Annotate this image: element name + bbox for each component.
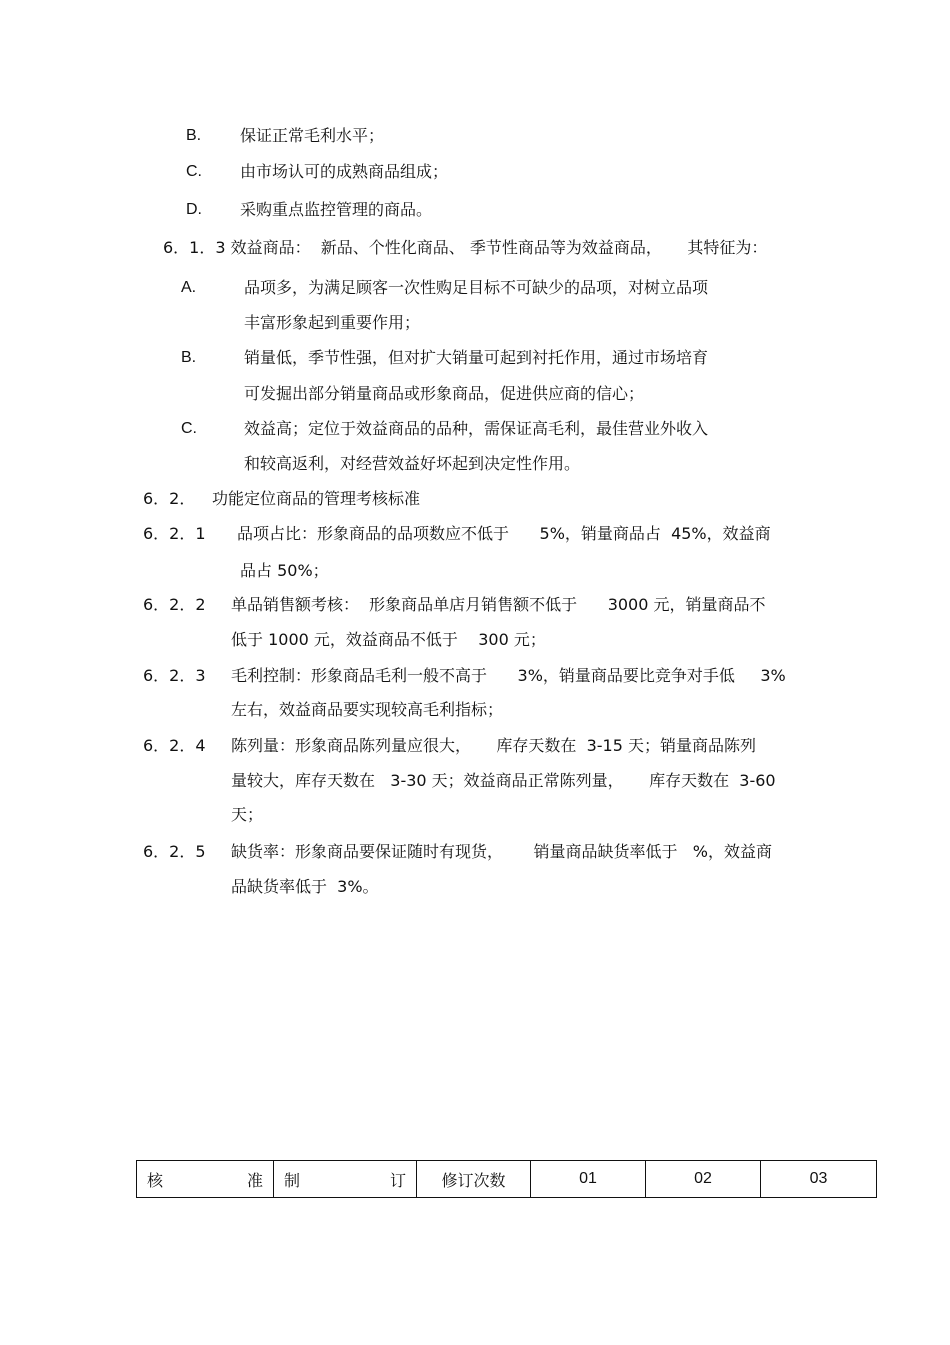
draft-label-2: 订 xyxy=(389,1170,406,1190)
section-number: 6．2． xyxy=(143,489,196,508)
revision-count-label: 修订次数 xyxy=(417,1161,531,1198)
clause-text-continued: 低于 1000 元，效益商品不低于 300 元； xyxy=(231,630,546,649)
revision-table xyxy=(136,1160,877,1198)
revision-02: 02 xyxy=(646,1161,761,1198)
item-marker: D. xyxy=(186,201,202,218)
clause-number: 6．2．3 xyxy=(143,666,206,685)
clause-text-continued: 品缺货率低于 3%。 xyxy=(231,877,379,896)
item-text: 保证正常毛利水平； xyxy=(240,126,385,145)
clause-text: 单品销售额考核： 形象商品单店月销售额不低于 3000 元，销量商品不 xyxy=(231,595,766,614)
approve-cell xyxy=(137,1161,274,1198)
item-text: 由市场认可的成熟商品组成； xyxy=(240,162,449,181)
clause-text-continued: 左右，效益商品要实现较高毛利指标； xyxy=(231,700,504,719)
clause-text: 毛利控制：形象商品毛利一般不高于 3%，销量商品要比竞争对手低 3% xyxy=(231,666,786,685)
item-marker: C. xyxy=(186,163,202,180)
item-marker: B. xyxy=(181,349,197,366)
item-marker: C. xyxy=(181,420,197,437)
item-marker: A. xyxy=(181,279,197,296)
approve-label-1: 核 xyxy=(147,1170,164,1190)
section-heading: 功能定位商品的管理考核标准 xyxy=(212,489,421,508)
revision-03: 03 xyxy=(761,1161,877,1198)
item-marker: B. xyxy=(186,127,202,144)
clause-number: 6．2．1 xyxy=(143,524,206,543)
clause-number: 6．2．5 xyxy=(143,842,206,861)
item-text: 采购重点监控管理的商品。 xyxy=(240,200,433,219)
clause-text: 缺货率：形象商品要保证随时有现货， 销量商品缺货率低于 %，效益商 xyxy=(231,842,772,861)
item-text-continued: 和较高返利，对经营效益好坏起到决定性作用。 xyxy=(244,454,581,473)
table-row xyxy=(137,1161,877,1198)
draft-label-1: 制 xyxy=(284,1170,301,1190)
revision-01: 01 xyxy=(531,1161,646,1198)
clause-text: 陈列量：形象商品陈列量应很大， 库存天数在 3-15 天；销量商品陈列 xyxy=(231,736,757,755)
item-text: 销量低，季节性强，但对扩大销量可起到衬托作用，通过市场培育 xyxy=(244,348,709,367)
item-text-continued: 可发掘出部分销量商品或形象商品，促进供应商的信心； xyxy=(244,384,645,403)
draft-cell xyxy=(274,1161,417,1198)
clause-text: 品项占比：形象商品的品项数应不低于 5%，销量商品占 45%，效益商 xyxy=(237,524,771,543)
item-text-continued: 丰富形象起到重要作用； xyxy=(244,313,421,332)
clause-text-continued: 品占 50%； xyxy=(240,561,329,580)
approve-label-2: 准 xyxy=(246,1170,263,1190)
clause-number: 6．2．2 xyxy=(143,595,206,614)
clause-text-continued: 量较大，库存天数在 3-30 天；效益商品正常陈列量， 库存天数在 3-60 xyxy=(231,771,776,790)
item-text: 品项多，为满足顾客一次性购足目标不可缺少的品项，对树立品项 xyxy=(244,278,709,297)
section-heading: 6．1．3 效益商品： 新品、个性化商品、 季节性商品等为效益商品， 其特征为： xyxy=(163,238,768,257)
clause-number: 6．2．4 xyxy=(143,736,206,755)
clause-text-continued: 天； xyxy=(231,805,264,824)
item-text: 效益高；定位于效益商品的品种，需保证高毛利，最佳营业外收入 xyxy=(244,419,709,438)
